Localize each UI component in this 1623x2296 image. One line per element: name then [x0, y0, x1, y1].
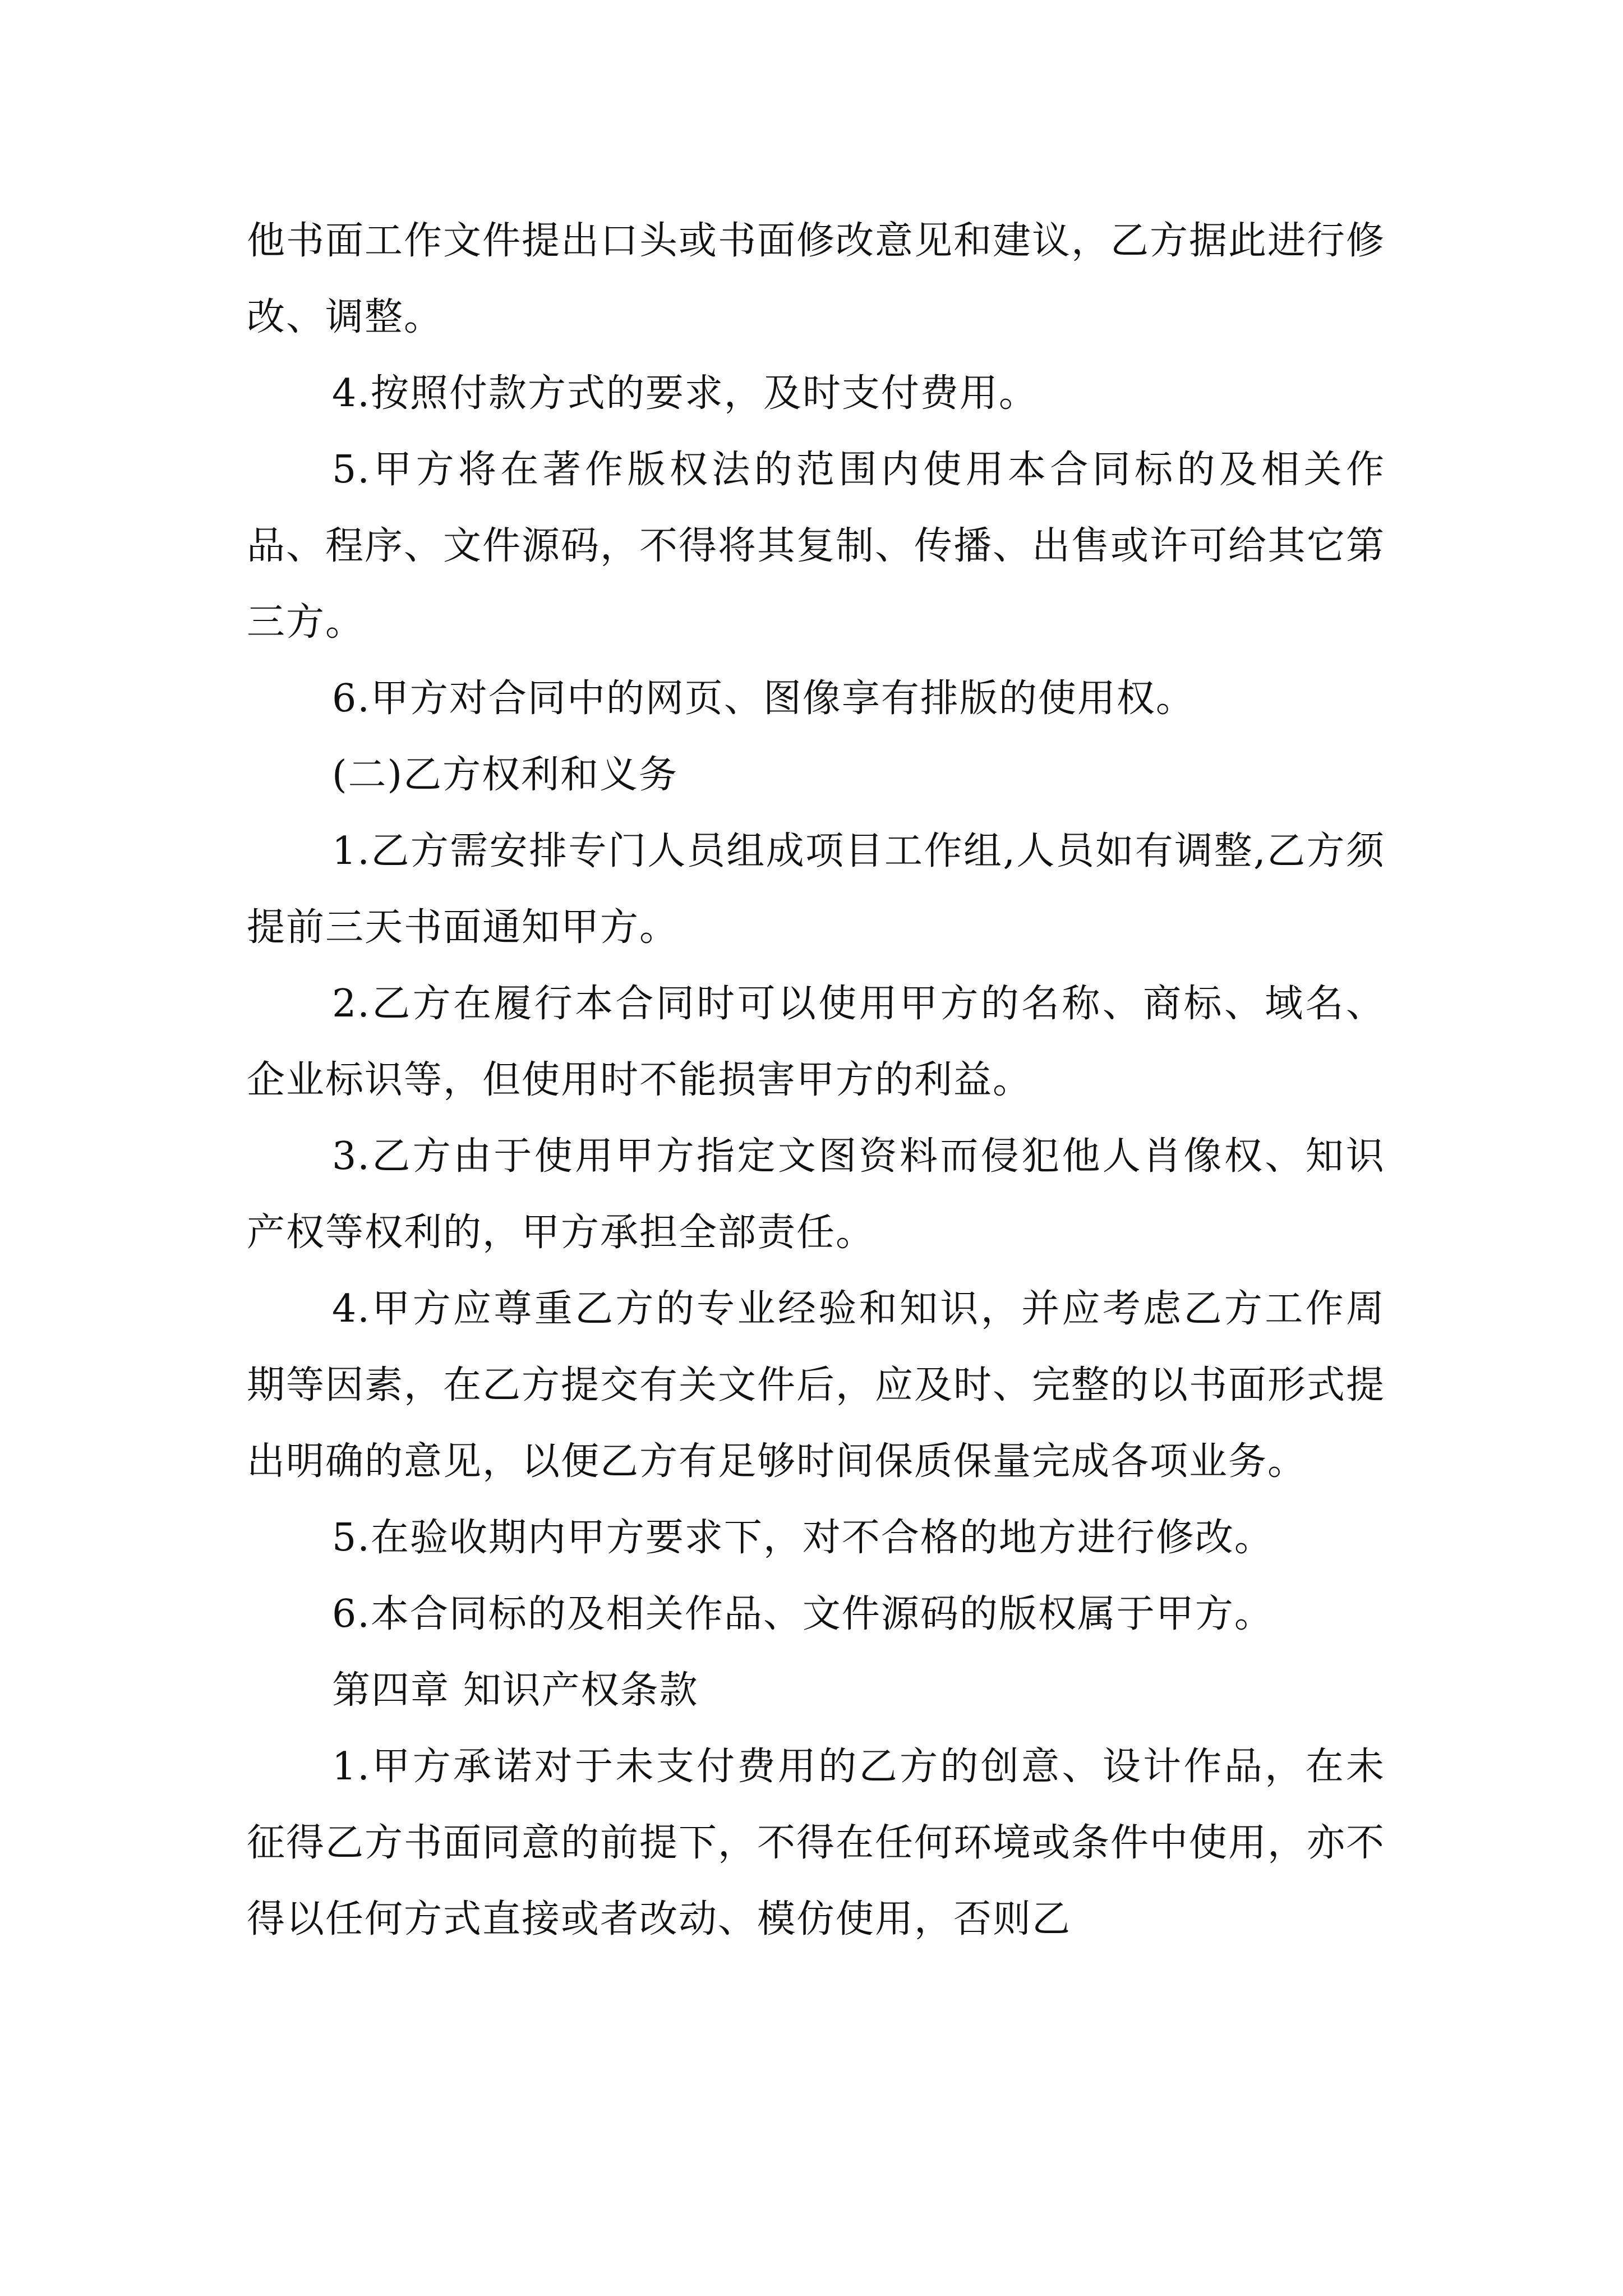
- paragraph: 1.乙方需安排专门人员组成项目工作组,人员如有调整,乙方须提前三天书面通知甲方。: [247, 829, 1385, 950]
- section-heading: (二)乙方权利和义务: [332, 753, 679, 797]
- paragraph: 他书面工作文件提出口头或书面修改意见和建议，乙方据此进行修改、调整。: [247, 219, 1386, 339]
- paragraph: 2.乙方在履行本合同时可以使用甲方的名称、商标、域名、企业标识等，但使用时不能损害甲方的利益。: [247, 982, 1385, 1102]
- paragraph: 1.甲方承诺对于未支付费用的乙方的创意、设计作品，在未征得乙方书面同意的前提下，不得在任何环境或条件中使用，亦不得以任何方式直接或者改动、模仿使用，否则乙: [247, 1745, 1386, 1941]
- paragraph: 5.在验收期内甲方要求下，对不合格的地方进行修改。: [332, 1516, 1274, 1560]
- paragraph: 4.按照付款方式的要求，及时支付费用。: [332, 371, 1038, 416]
- paragraph: 6.本合同标的及相关作品、文件源码的版权属于甲方。: [332, 1592, 1274, 1636]
- paragraph: 4.甲方应尊重乙方的专业经验和知识，并应考虑乙方工作周期等因素，在乙方提交有关文件后，应及时、完整的以书面形式提出明确的意见，以便乙方有足够时间保质保量完成各项业务。: [247, 1287, 1386, 1484]
- paragraph: 6.甲方对合同中的网页、图像享有排版的使用权。: [332, 677, 1195, 721]
- document-body: [247, 203, 1385, 1958]
- paragraph: 3.乙方由于使用甲方指定文图资料而侵犯他人肖像权、知识产权等权利的，甲方承担全部责任。: [247, 1134, 1385, 1255]
- chapter-heading: 第四章 知识产权条款: [332, 1668, 699, 1713]
- paragraph: 5.甲方将在著作版权法的范围内使用本合同标的及相关作品、程序、文件源码，不得将其复制、传播、出售或许可给其它第三方。: [247, 448, 1386, 645]
